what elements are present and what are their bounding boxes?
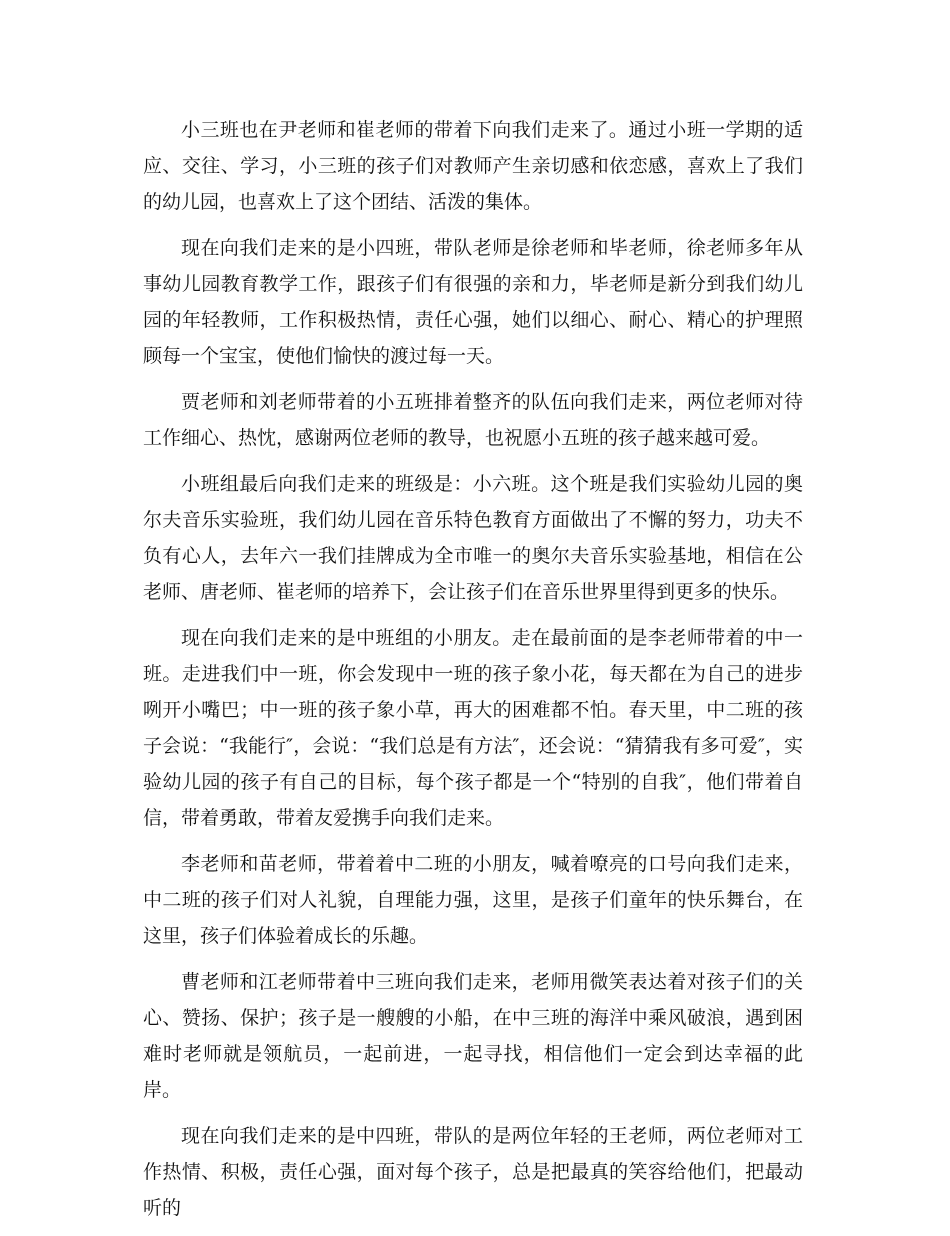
document-body — [143, 112, 803, 1236]
paragraph-class-middle-4: 现在向我们走来的是中四班，带队的是两位年轻的王老师，两位老师对工作热情、积极，责任心强，面对每个孩子，总是把最真的笑容给他们，把最动听的 — [143, 1125, 803, 1219]
paragraph-class-small-3: 小三班也在尹老师和崔老师的带着下向我们走来了。通过小班一学期的适应、交往、学习，小三班的孩子们对教师产生亲切感和依恋感，喜欢上了我们的幼儿园，也喜欢上了这个团结、活泼的集体。 — [143, 119, 803, 213]
paragraph-class-small-4: 现在向我们走来的是小四班，带队老师是徐老师和毕老师，徐老师多年从事幼儿园教育教学工作，跟孩子们有很强的亲和力，毕老师是新分到我们幼儿园的年轻教师，工作积极热情，责任心强，她们以细心、耐心、精心的护理照顾每一个宝宝，使他们愉快的渡过每一天。 — [143, 237, 803, 367]
paragraph-class-middle-1: 现在向我们走来的是中班组的小朋友。走在最前面的是李老师带着的中一班。走进我们中一班，你会发现中一班的孩子象小花，每天都在为自己的进步咧开小嘴巴；中一班的孩子象小草，再大的困难都不怕。春天里，中二班的孩子会说：“我能行″，会说：“我们总是有方法″，还会说：“猜猜我有多可爱″，实验幼儿园的孩子有自己的目标，每个孩子都是一个“特别的自我″，他们带着自信，带着勇敢，带着友爱携手向我们走来。 — [143, 627, 803, 829]
paragraph-class-middle-2: 李老师和苗老师，带着着中二班的小朋友，喊着嘹亮的口号向我们走来，中二班的孩子们对人礼貌，自理能力强，这里，是孩子们童年的快乐舞台，在这里，孩子们体验着成长的乐趣。 — [143, 853, 803, 947]
paragraph-class-small-6: 小班组最后向我们走来的班级是：小六班。这个班是我们实验幼儿园的奥尔夫音乐实验班，我们幼儿园在音乐特色教育方面做出了不懈的努力，功夫不负有心人，去年六一我们挂牌成为全市唯一的奥尔夫音乐实验基地，相信在公老师、唐老师、崔老师的培养下，会让孩子们在音乐世界里得到更多的快乐。 — [143, 473, 803, 603]
paragraph-class-middle-3: 曹老师和江老师带着中三班向我们走来，老师用微笑表达着对孩子们的关心、赞扬、保护；孩子是一艘艘的小船，在中三班的海洋中乘风破浪，遇到困难时老师就是领航员，一起前进，一起寻找，相信他们一定会到达幸福的此岸。 — [143, 971, 803, 1101]
paragraph-class-small-5: 贾老师和刘老师带着的小五班排着整齐的队伍向我们走来，两位老师对待工作细心、热忱，感谢两位老师的教导，也祝愿小五班的孩子越来越可爱。 — [143, 391, 803, 449]
